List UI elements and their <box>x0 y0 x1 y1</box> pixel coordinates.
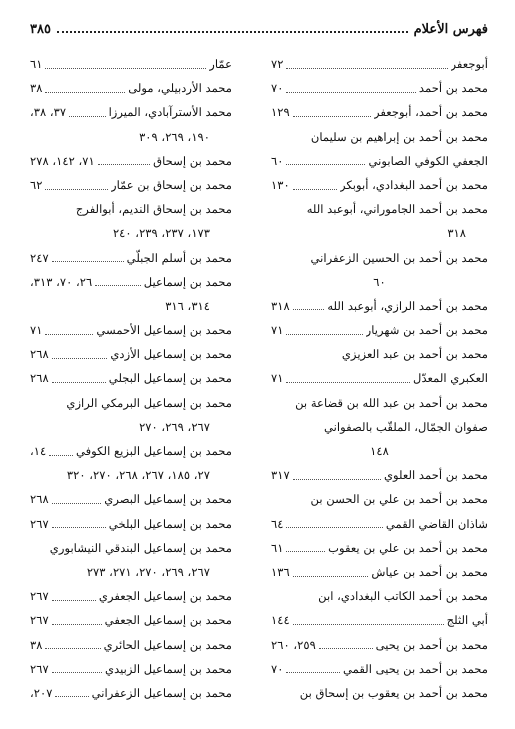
entry-pages: ٧١، ١٤٢، ٢٧٨ <box>30 153 95 168</box>
entry-name: محمد بن إسماعيل البرمكي الرازي <box>66 395 232 410</box>
entry-name: العكبري المعدّل <box>413 371 488 386</box>
entry-name: عمّار <box>209 57 232 71</box>
entry-name: محمد بن إسماعيل البجلي <box>108 371 232 386</box>
entry-name: ٢٧، ١٨٥، ٢٦٧، ٢٦٨، ٢٧٠، ٣٢٠ <box>66 468 210 483</box>
index-entry <box>271 439 488 463</box>
entry-pages: ٢٦٧ <box>30 661 49 676</box>
index-entry <box>30 391 232 415</box>
leader-dots <box>49 455 73 456</box>
entry-name: ١٩٠، ٢٦٩، ٣٠٩ <box>139 129 210 144</box>
entry-name: أبوجعفر <box>450 57 488 71</box>
entry-pages: ١٣٠ <box>271 177 290 192</box>
index-entry <box>30 415 232 439</box>
leader-dots <box>98 164 150 165</box>
index-entry <box>271 294 488 318</box>
entry-name: صفوان الجمّال، الملقّب بالصفواني <box>324 419 488 434</box>
page-number: ٣٨٥ <box>30 21 51 37</box>
leader-dots <box>293 189 337 190</box>
entry-name: محمد بن أحمد بن إبراهيم بن سليمان <box>310 129 488 144</box>
index-entry <box>30 52 232 76</box>
index-entry <box>30 246 232 270</box>
index-entry <box>30 463 232 487</box>
index-entry <box>271 463 488 487</box>
entry-name: محمد بن أسلم الجبلّي <box>126 250 232 265</box>
entry-name: محمد بن إسماعيل البزيع الكوفي <box>75 444 232 458</box>
index-entry <box>271 560 488 584</box>
entry-pages: ٦١ <box>30 57 43 71</box>
index-column-right <box>271 52 488 705</box>
leader-dots <box>286 551 325 552</box>
index-entry <box>271 415 488 439</box>
leader-dots <box>45 334 93 335</box>
entry-name: ٣١٨ <box>447 226 466 241</box>
entry-name: أبي الثلج <box>446 613 488 628</box>
entry-name: محمد بن أحمد بن عبد الله بن قضاعة بن <box>295 395 488 410</box>
index-column-left <box>30 52 232 705</box>
entry-name: محمد بن أحمد بن علي بن الحسن بن <box>310 492 488 507</box>
entry-pages: ١٢٩ <box>271 105 290 120</box>
entry-name: الجعفي الكوفي الصابوني <box>368 153 488 168</box>
entry-name: محمد بن أحمد بن عياش <box>371 564 488 579</box>
index-entry <box>30 608 232 632</box>
entry-name: شاذان القاضي القمي <box>385 516 488 531</box>
index-entry <box>30 584 232 608</box>
index-entry <box>271 536 488 560</box>
entry-name: محمد بن إسحاق <box>153 153 232 168</box>
index-entry <box>30 560 232 584</box>
index-entry <box>271 149 488 173</box>
index-entry <box>271 270 488 294</box>
entry-pages: ٢٥٩، ٢٦٠ <box>271 637 316 652</box>
leader-dots <box>52 624 102 625</box>
entry-name: محمد بن أحمد بن الحسين الزعفراني <box>310 250 488 265</box>
entry-name: محمد بن إسماعيل الزبيدي <box>105 661 232 676</box>
leader-dots <box>52 672 102 673</box>
entry-name: محمد الأردبيلي، مولى <box>128 81 232 96</box>
entry-pages: ٢٦٨ <box>30 492 49 507</box>
index-entry <box>271 512 488 536</box>
leader-dots <box>293 479 381 480</box>
index-entry <box>271 246 488 270</box>
header-leader-dots <box>57 31 408 33</box>
entry-name: محمد بن أحمد <box>418 81 488 96</box>
index-entry <box>30 487 232 511</box>
header-title: فهرس الأعلام <box>413 21 488 37</box>
entry-pages: ١٤، <box>30 444 47 458</box>
leader-dots <box>286 164 365 165</box>
index-entry <box>30 149 232 173</box>
entry-pages: ٧٠ <box>271 81 284 96</box>
leader-dots <box>286 92 415 93</box>
entry-name: محمد بن إسماعيل <box>143 274 232 289</box>
entry-name: محمد بن إسماعيل البندقي النيشابوري <box>49 540 232 555</box>
entry-pages: ٧١ <box>271 371 284 386</box>
index-entry <box>271 100 488 124</box>
leader-dots <box>293 624 444 625</box>
entry-pages: ٧١ <box>30 323 43 338</box>
entry-name: محمد بن إسماعيل الأحمسي <box>96 323 232 338</box>
entry-pages: ٧٢ <box>271 57 284 71</box>
index-entry <box>30 125 232 149</box>
entry-name: ٣١٤، ٣١٦ <box>165 298 210 313</box>
entry-name: محمد بن إسماعيل البلخي <box>108 516 232 531</box>
index-entry <box>271 681 488 705</box>
entry-name: محمد بن أحمد العلوي <box>383 468 488 483</box>
index-entry <box>30 366 232 390</box>
entry-pages: ٢٦٧ <box>30 516 49 531</box>
entry-name: محمد بن أحمد البغدادي، أبوبكر <box>339 177 488 192</box>
leader-dots <box>286 334 362 335</box>
entry-name: محمد بن إسماعيل الأزدي <box>110 347 232 362</box>
leader-dots <box>52 600 96 601</box>
index-entry <box>271 173 488 197</box>
entry-pages: ٢٦٨ <box>30 347 49 362</box>
leader-dots <box>52 503 102 504</box>
leader-dots <box>55 696 88 697</box>
leader-dots <box>293 576 369 577</box>
index-entry <box>271 584 488 608</box>
entry-name: محمد بن أحمد الرازي، أبوعبد الله <box>327 298 488 313</box>
index-entry <box>30 173 232 197</box>
index-entry <box>30 512 232 536</box>
index-entry <box>271 76 488 100</box>
leader-dots <box>286 672 339 673</box>
entry-name: ٦٠ <box>373 274 386 289</box>
entry-pages: ٦٠ <box>271 153 284 168</box>
leader-dots <box>45 648 100 649</box>
leader-dots <box>293 309 325 310</box>
entry-pages: ٢٦٧ <box>30 613 49 628</box>
entry-pages: ٢٦، ٧٠، ٣١٣، <box>30 274 93 289</box>
index-entry <box>271 657 488 681</box>
entry-pages: ١٣٦ <box>271 564 290 579</box>
entry-name: محمد بن إسماعيل الجعفي <box>104 613 232 628</box>
leader-dots <box>293 116 371 117</box>
leader-dots <box>69 116 105 117</box>
index-entry <box>271 487 488 511</box>
entry-name: ٢٦٧، ٢٦٩، ٢٧٠ <box>139 419 210 434</box>
entry-name: ١٤٨ <box>370 444 389 458</box>
entry-name: محمد بن إسحاق النديم، أبوالفرج <box>75 202 232 217</box>
leader-dots <box>319 648 373 649</box>
entry-name: محمد بن أحمد بن علي بن يعقوب <box>328 540 488 555</box>
entry-name: محمد بن أحمد بن يحيى <box>375 637 488 652</box>
entry-pages: ٦١ <box>271 540 284 555</box>
leader-dots <box>45 92 125 93</box>
entry-name: محمد بن أحمد الكاتب البغدادي، ابن <box>318 589 488 604</box>
index-entry <box>30 633 232 657</box>
entry-pages: ١٤٤ <box>271 613 290 628</box>
entry-pages: ٣٧، ٣٨، <box>30 105 67 120</box>
entry-name: محمد بن إسماعيل الزعفراني <box>91 685 232 700</box>
entry-pages: ٧١ <box>271 323 284 338</box>
entry-pages: ٣١٧ <box>271 468 290 483</box>
index-entry <box>271 366 488 390</box>
index-entry <box>271 391 488 415</box>
index-entry <box>271 633 488 657</box>
index-entry <box>271 342 488 366</box>
index-entry <box>271 221 488 245</box>
entry-name: محمد بن أحمد بن شهريار <box>365 323 488 338</box>
index-entry <box>271 197 488 221</box>
entry-pages: ٦٢ <box>30 177 43 192</box>
entry-pages: ٦٤ <box>271 516 284 531</box>
entry-name: محمد بن أحمد بن عبد العزيزي <box>341 347 488 362</box>
entry-pages: ٣٨ <box>30 637 43 652</box>
index-entry <box>30 681 232 705</box>
entry-name: محمد بن إسماعيل الجعفري <box>98 589 232 604</box>
index-entry <box>30 536 232 560</box>
entry-name: محمد الأسترآبادي، الميرزا <box>108 105 232 120</box>
entry-name: محمد بن إسماعيل البصري <box>104 492 232 507</box>
index-entry <box>30 76 232 100</box>
entry-pages: ٢٤٧ <box>30 250 49 265</box>
leader-dots <box>286 68 447 69</box>
leader-dots <box>95 285 140 286</box>
index-entry <box>30 342 232 366</box>
page-header <box>30 18 488 40</box>
entry-name: محمد بن أحمد بن يحيى القمي <box>342 661 488 676</box>
leader-dots <box>52 358 108 359</box>
leader-dots <box>45 189 108 190</box>
entry-name: محمد بن أحمد الجاموراني، أبوعبد الله <box>306 202 488 217</box>
entry-name: محمد بن إسحاق بن عمّار <box>110 177 232 192</box>
entry-pages: ٢٠٧، <box>30 685 53 700</box>
leader-dots <box>286 527 382 528</box>
entry-name: محمد بن أحمد، أبوجعفر <box>374 105 488 120</box>
entry-pages: ٢٦٧ <box>30 589 49 604</box>
index-entry <box>30 197 232 221</box>
entry-name: محمد بن أحمد بن يعقوب بن إسحاق بن <box>299 685 488 700</box>
index-entry <box>30 270 232 294</box>
index-entry <box>30 657 232 681</box>
entry-pages: ٣١٨ <box>271 298 290 313</box>
index-entry <box>30 221 232 245</box>
leader-dots <box>45 68 206 69</box>
leader-dots <box>52 382 106 383</box>
entry-pages: ٣٨ <box>30 81 43 96</box>
leader-dots <box>52 527 106 528</box>
index-entry <box>271 125 488 149</box>
leader-dots <box>286 382 410 383</box>
index-entry <box>30 100 232 124</box>
index-entry <box>30 439 232 463</box>
entry-name: محمد بن إسماعيل الحائري <box>103 637 232 652</box>
index-entry <box>271 608 488 632</box>
index-entry <box>30 294 232 318</box>
entry-pages: ٢٦٨ <box>30 371 49 386</box>
entry-name: ١٧٣، ٢٣٧، ٢٣٩، ٢٤٠ <box>112 226 210 241</box>
index-entry <box>271 318 488 342</box>
index-entry <box>30 318 232 342</box>
index-entry <box>271 52 488 76</box>
entry-pages: ٧٠ <box>271 661 284 676</box>
entry-name: ٢٦٧، ٢٦٩، ٢٧٠، ٢٧١، ٢٧٣ <box>86 564 210 579</box>
leader-dots <box>52 261 124 262</box>
